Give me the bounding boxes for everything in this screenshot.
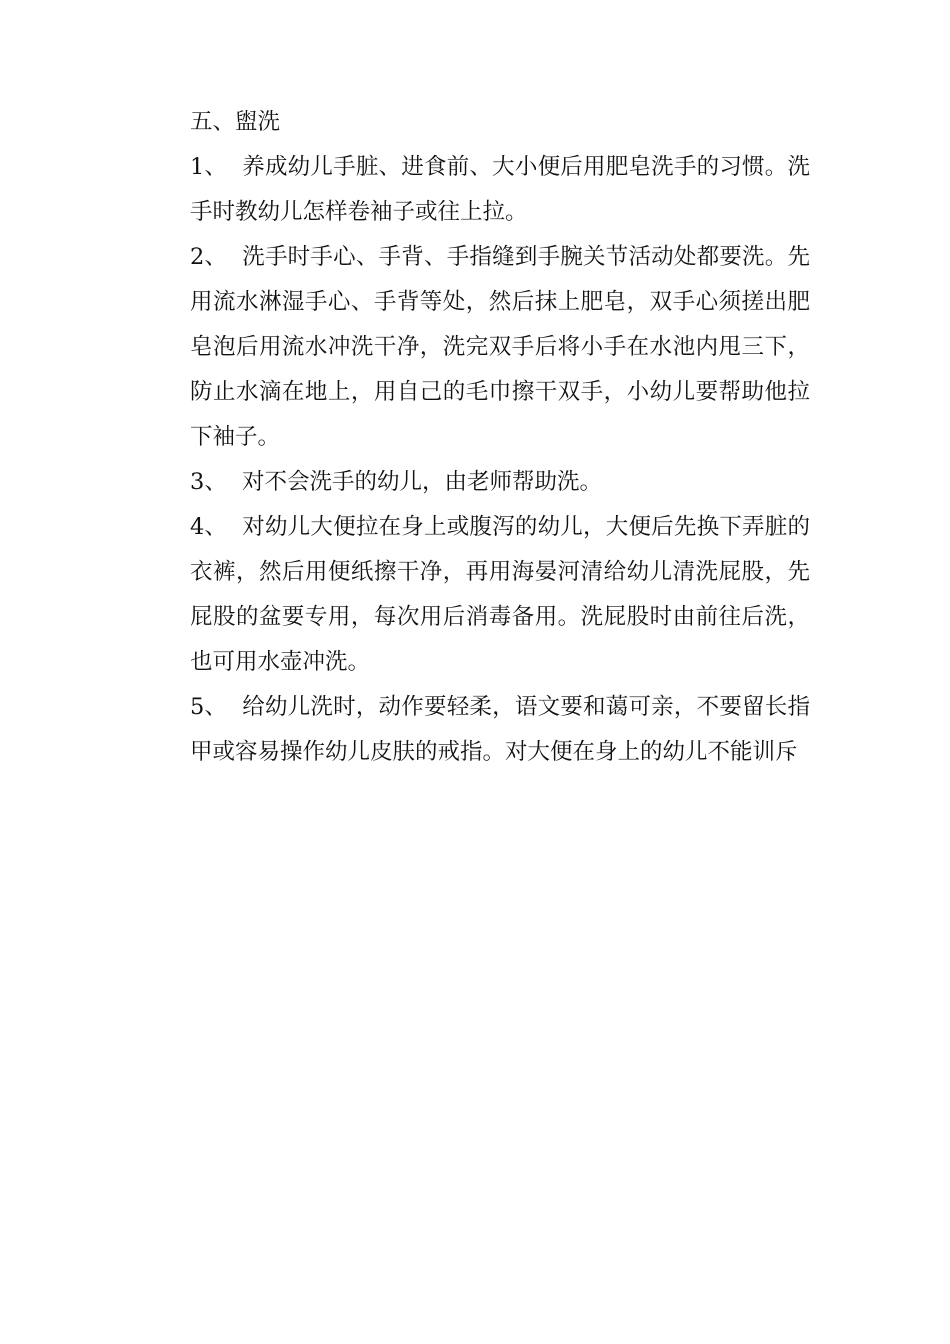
item-text: 洗手时手心、手背、手指缝到手腕关节活动处都要洗。先用流水淋湿手心、手背等处，然后抹上肥皂，双手心须搓出肥皂泡后用流水冲洗干净，洗完双手后将小手在水池内甩三下，防止水滴在地上，用自己的毛巾擦干双手，小幼儿要帮助他拉下袖子。	[190, 244, 810, 450]
list-item	[190, 460, 810, 505]
item-text: 给幼儿洗时，动作要轻柔，语文要和蔼可亲，不要留长指甲或容易操作幼儿皮肤的戒指。对大便在身上的幼儿不能训斥	[190, 694, 810, 765]
document-body	[190, 100, 810, 775]
item-number: 3、	[190, 469, 227, 495]
list-item	[190, 145, 810, 235]
list-item	[190, 685, 810, 775]
list-item	[190, 235, 810, 460]
item-number: 2、	[190, 244, 227, 270]
list-item	[190, 505, 810, 685]
item-text: 对不会洗手的幼儿，由老师帮助洗。	[242, 469, 603, 495]
item-text: 对幼儿大便拉在身上或腹泻的幼儿，大便后先换下弄脏的衣裤，然后用便纸擦干净，再用海晏河清给幼儿清洗屁股，先屁股的盆要专用，每次用后消毒备用。洗屁股时由前往后洗，也可用水壶冲洗。	[190, 514, 810, 675]
item-number: 1、	[190, 154, 227, 180]
item-number: 4、	[190, 514, 227, 540]
item-number: 5、	[190, 694, 227, 720]
section-heading: 五、盥洗	[190, 109, 281, 135]
item-text: 养成幼儿手脏、进食前、大小便后用肥皂洗手的习惯。洗手时教幼儿怎样卷袖子或往上拉。	[190, 154, 810, 225]
